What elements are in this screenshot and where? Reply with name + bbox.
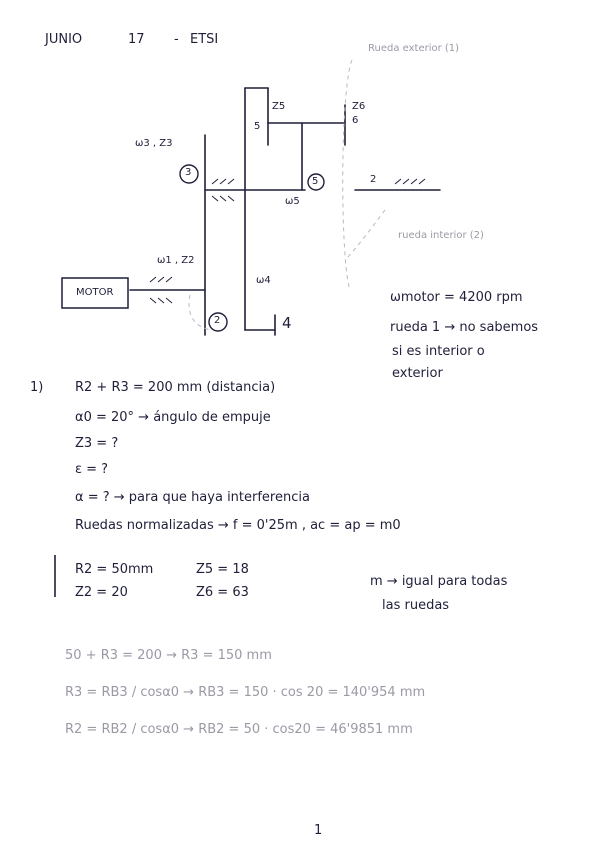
section1-number: 1) <box>30 380 44 395</box>
bearing-hatch-4 <box>212 196 234 201</box>
calc-line3: R2 = RB2 / cosα0 → RB2 = 50 · cos20 = 46'9851 mm <box>65 722 413 737</box>
header-date: JUNIO <box>45 32 83 47</box>
label-z5: Z5 <box>272 101 286 112</box>
header-school: ETSI <box>190 32 219 47</box>
given-m-note1: m → igual para todas <box>370 574 508 589</box>
outer-wheel-arc <box>343 60 352 290</box>
header-day: 17 <box>128 32 145 47</box>
note-line1: rueda 1 → no sabemos <box>390 320 539 335</box>
label-gear4: 4 <box>282 314 292 332</box>
bearing-hatch-5 <box>395 179 425 184</box>
label-gear-bottom: 2 <box>214 315 221 326</box>
section1-eps: ε = ? <box>75 462 109 477</box>
given-r2: R2 = 50mm <box>75 562 154 577</box>
section1-z3: Z3 = ? <box>75 436 119 451</box>
note-line3: exterior <box>392 366 443 381</box>
label-outer-wheel: Rueda exterior (1) <box>368 43 460 54</box>
bearing-hatch-1 <box>150 277 172 282</box>
gear2-arc <box>189 295 215 330</box>
given-z5: Z5 = 18 <box>196 562 249 577</box>
label-gear2-right: 2 <box>370 174 377 185</box>
label-w5: ω5 <box>285 196 300 207</box>
label-gear5: 5 <box>254 121 261 132</box>
section1-alpha0: α0 = 20° → ángulo de empuje <box>75 410 271 425</box>
label-w1-z2: ω1 , Z2 <box>157 255 195 266</box>
section1-alpha: α = ? → para que haya interferencia <box>75 490 310 505</box>
given-z2: Z2 = 20 <box>75 585 128 600</box>
header-dash: - <box>174 32 179 47</box>
page-number: 1 <box>314 823 323 838</box>
bearing-hatch-3 <box>212 179 234 184</box>
calc-line1: 50 + R3 = 200 → R3 = 150 mm <box>65 648 272 663</box>
label-motor: MOTOR <box>76 287 114 298</box>
label-w3-z3: ω3 , Z3 <box>135 138 173 149</box>
label-gear5-circle: 5 <box>312 176 319 187</box>
given-z6: Z6 = 63 <box>196 585 249 600</box>
label-gear6: 6 <box>352 115 359 126</box>
given-m-note2: las ruedas <box>382 598 450 613</box>
note-line2: si es interior o <box>392 344 485 359</box>
label-w4: ω4 <box>256 275 271 286</box>
note-motor-speed: ωmotor = 4200 rpm <box>390 290 523 305</box>
label-z6: Z6 <box>352 101 366 112</box>
section1-normalized: Ruedas normalizadas → f = 0'25m , ac = ap = m0 <box>75 518 401 533</box>
label-inner-wheel: rueda interior (2) <box>398 230 484 241</box>
inner-wheel-arc <box>345 210 385 260</box>
calc-line2: R3 = RB3 / cosα0 → RB3 = 150 · cos 20 = 140'954 mm <box>65 685 426 700</box>
label-gear3: 3 <box>185 167 192 178</box>
bearing-hatch-2 <box>150 298 172 303</box>
section1-r-sum: R2 + R3 = 200 mm (distancia) <box>75 380 276 395</box>
